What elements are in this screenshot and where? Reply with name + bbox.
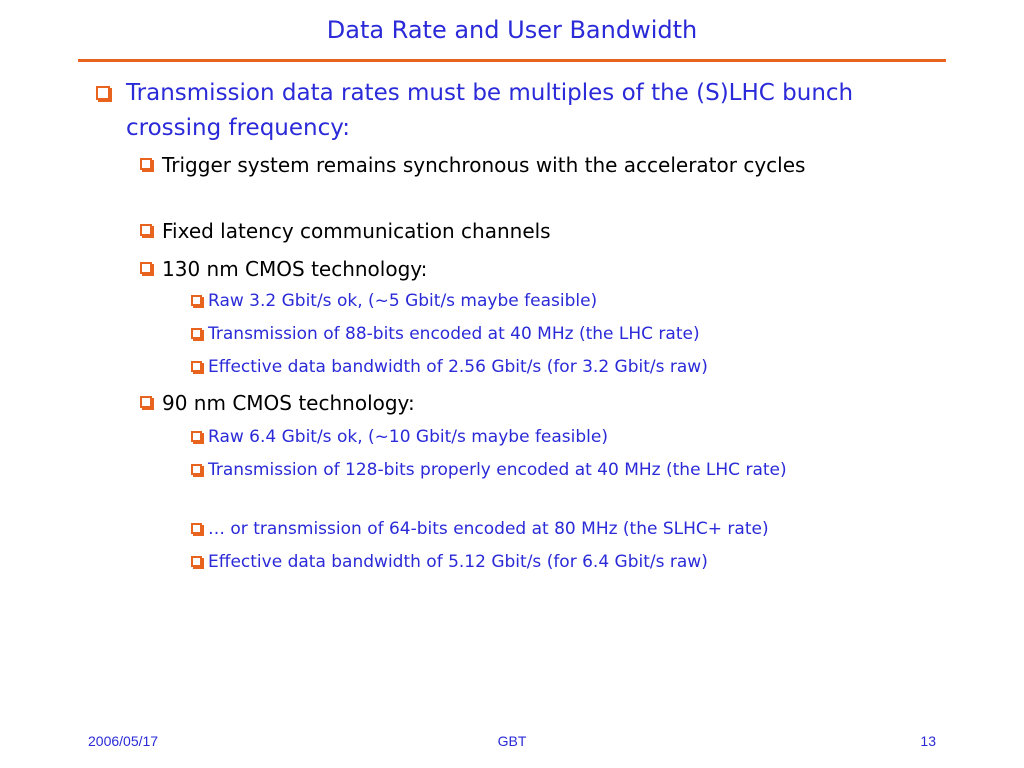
- bullet-text: Transmission of 88-bits encoded at 40 MHz (the LHC rate): [208, 324, 700, 344]
- bullet-detail: [191, 354, 921, 381]
- checkbox-bullet-icon: [191, 556, 202, 567]
- title-divider: [78, 59, 946, 62]
- checkbox-bullet-icon: [140, 224, 152, 236]
- checkbox-bullet-icon: [191, 361, 202, 372]
- bullet-text: 90 nm CMOS technology:: [162, 391, 415, 415]
- checkbox-bullet-icon: [140, 262, 152, 274]
- footer-date: 2006/05/17: [88, 733, 159, 749]
- bullet-detail: [191, 549, 921, 576]
- bullet-text: Raw 3.2 Gbit/s ok, (~5 Gbit/s maybe feasible): [208, 291, 598, 311]
- page-number: 13: [920, 733, 936, 749]
- footer-title: GBT: [497, 733, 527, 749]
- bullet-detail: [191, 424, 921, 451]
- bullet-sub: [140, 216, 900, 246]
- bullet-text: Transmission data rates must be multiples of the (S)LHC bunch crossing frequency:: [126, 80, 854, 141]
- bullet-text: Transmission of 128-bits properly encoded at 40 MHz (the LHC rate): [208, 460, 787, 480]
- checkbox-bullet-icon: [191, 328, 202, 339]
- bullet-detail: [191, 288, 921, 315]
- bullet-main: [96, 76, 916, 146]
- bullet-text: … or transmission of 64-bits encoded at 80 MHz (the SLHC+ rate): [208, 519, 769, 539]
- bullet-text: Trigger system remains synchronous with the accelerator cycles: [162, 153, 806, 177]
- checkbox-bullet-icon: [191, 523, 202, 534]
- bullet-detail: [191, 516, 931, 543]
- bullet-text: Effective data bandwidth of 5.12 Gbit/s (for 6.4 Gbit/s raw): [208, 552, 708, 572]
- slide-title: Data Rate and User Bandwidth: [326, 16, 698, 44]
- bullet-sub: [140, 150, 900, 180]
- checkbox-bullet-icon: [191, 464, 202, 475]
- checkbox-bullet-icon: [140, 158, 152, 170]
- checkbox-bullet-icon: [191, 295, 202, 306]
- bullet-detail: [191, 321, 921, 348]
- bullet-sub: [140, 388, 900, 418]
- bullet-text: 130 nm CMOS technology:: [162, 257, 428, 281]
- checkbox-bullet-icon: [96, 86, 110, 100]
- bullet-detail: [191, 457, 896, 484]
- bullet-text: Effective data bandwidth of 2.56 Gbit/s (for 3.2 Gbit/s raw): [208, 357, 708, 377]
- checkbox-bullet-icon: [140, 396, 152, 408]
- bullet-text: Fixed latency communication channels: [162, 219, 551, 243]
- bullet-text: Raw 6.4 Gbit/s ok, (~10 Gbit/s maybe feasible): [208, 427, 608, 447]
- bullet-sub: [140, 254, 900, 284]
- checkbox-bullet-icon: [191, 431, 202, 442]
